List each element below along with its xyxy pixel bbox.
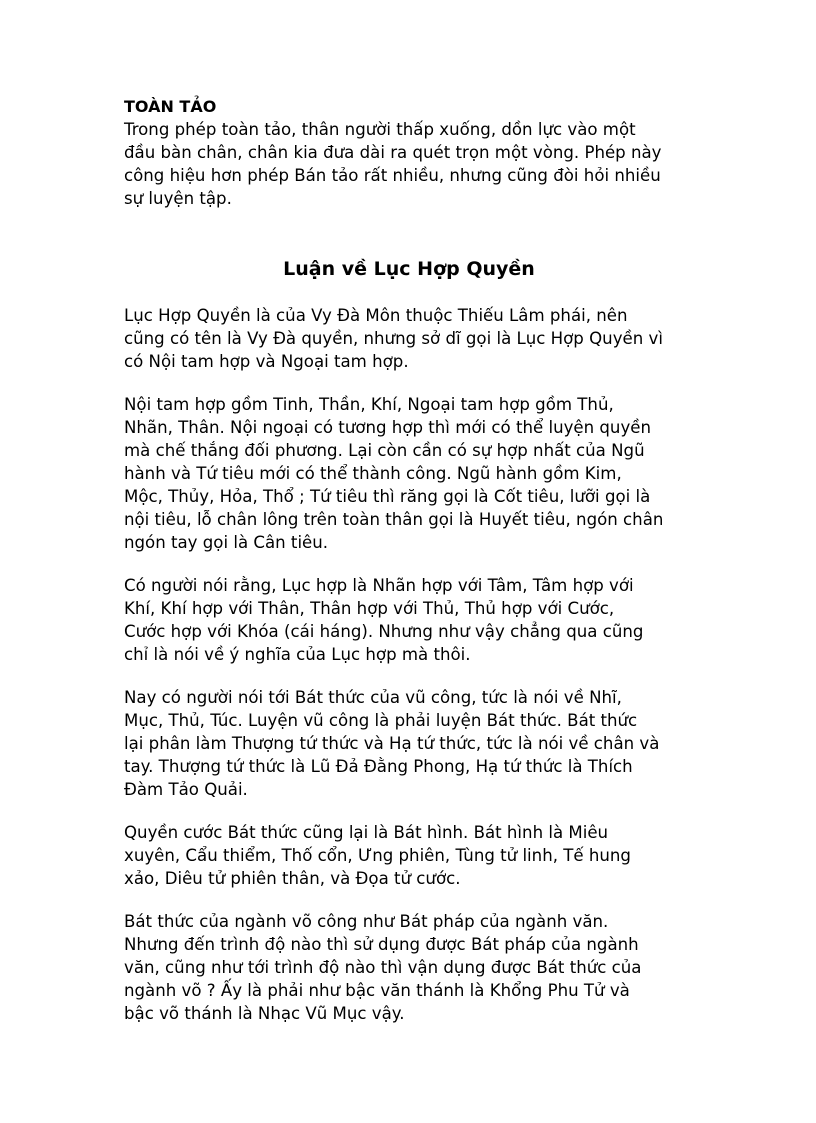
text-line: cũng có tên là Vy Đà quyền, nhưng sở dĩ gọi là Lục Hợp Quyền vì xyxy=(124,329,663,348)
text-line: tay. Thượng tứ thức là Lũ Đả Đằng Phong, Hạ tứ thức là Thích xyxy=(124,757,633,776)
text-line: ngành võ ? Ấy là phải như bậc văn thánh là Khổng Phu Tử và xyxy=(124,981,630,1000)
text-line: Lục Hợp Quyền là của Vy Đà Môn thuộc Thiếu Lâm phái, nên xyxy=(124,306,628,325)
paragraph-6 xyxy=(124,910,714,1025)
text-line: Trong phép toàn tảo, thân người thấp xuống, dồn lực vào một xyxy=(124,120,636,139)
paragraph-1 xyxy=(124,304,714,373)
text-line: ngón tay gọi là Cân tiêu. xyxy=(124,533,329,552)
paragraph-4 xyxy=(124,686,714,801)
text-line: xuyên, Cẩu thiểm, Thố cổn, Ưng phiên, Tùng tử linh, Tế hung xyxy=(124,846,631,865)
text-line: Mục, Thủ, Túc. Luyện vũ công là phải luyện Bát thức. Bát thức xyxy=(124,711,638,730)
text-line: Cước hợp với Khóa (cái háng). Nhưng như vậy chẳng qua cũng xyxy=(124,622,644,641)
text-line: mà chế thắng đối phương. Lại còn cần có sự hợp nhất của Ngũ xyxy=(124,441,645,460)
text-line: Nhưng đến trình độ nào thì sử dụng được Bát pháp của ngành xyxy=(124,935,639,954)
text-line: văn, cũng như tới trình độ nào thì vận dụng được Bát thức của xyxy=(124,958,642,977)
text-line: chỉ là nói về ý nghĩa của Lục hợp mà thôi. xyxy=(124,645,471,664)
text-line: Quyền cước Bát thức cũng lại là Bát hình. Bát hình là Miêu xyxy=(124,823,609,842)
text-line: Nay có người nói tới Bát thức của vũ công, tức là nói về Nhĩ, xyxy=(124,688,622,707)
text-line: lại phân làm Thượng tứ thức và Hạ tứ thức, tức là nói về chân và xyxy=(124,734,660,753)
text-line: Đàm Tảo Quải. xyxy=(124,780,248,799)
text-line: công hiệu hơn phép Bán tảo rất nhiều, nhưng cũng đòi hỏi nhiều xyxy=(124,166,661,185)
text-line: Mộc, Thủy, Hỏa, Thổ ; Tứ tiêu thì răng gọi là Cốt tiêu, lưỡi gọi là xyxy=(124,487,651,506)
text-line: có Nội tam hợp và Ngoại tam hợp. xyxy=(124,352,409,371)
text-line: nội tiêu, lỗ chân lông trên toàn thân gọi là Huyết tiêu, ngón chân xyxy=(124,510,664,529)
text-line: Khí, Khí hợp với Thân, Thân hợp với Thủ, Thủ hợp với Cước, xyxy=(124,599,615,618)
text-line: hành và Tứ tiêu mới có thể thành công. Ngũ hành gồm Kim, xyxy=(124,464,622,483)
page-title: Luận về Lục Hợp Quyền xyxy=(283,258,535,280)
paragraph-2 xyxy=(124,393,714,554)
section-heading: TOÀN TẢO xyxy=(124,97,217,116)
text-line: sự luyện tập. xyxy=(124,189,232,208)
text-line: bậc võ thánh là Nhạc Vũ Mục vậy. xyxy=(124,1004,405,1023)
text-line: đầu bàn chân, chân kia đưa dài ra quét trọn một vòng. Phép này xyxy=(124,143,662,162)
text-line: Nội tam hợp gồm Tinh, Thần, Khí, Ngoại tam hợp gồm Thủ, xyxy=(124,395,614,414)
text-line: Bát thức của ngành võ công như Bát pháp của ngành văn. xyxy=(124,912,609,931)
document-page xyxy=(124,95,714,1025)
text-line: xảo, Diêu tử phiên thân, và Đọa tử cước. xyxy=(124,869,461,888)
text-line: Có người nói rằng, Lục hợp là Nhãn hợp với Tâm, Tâm hợp với xyxy=(124,576,634,595)
text-line: Nhãn, Thân. Nội ngoại có tương hợp thì mới có thể luyện quyền xyxy=(124,418,651,437)
paragraph-5 xyxy=(124,821,714,890)
paragraph-toan-tao xyxy=(124,118,714,210)
paragraph-3 xyxy=(124,574,714,666)
